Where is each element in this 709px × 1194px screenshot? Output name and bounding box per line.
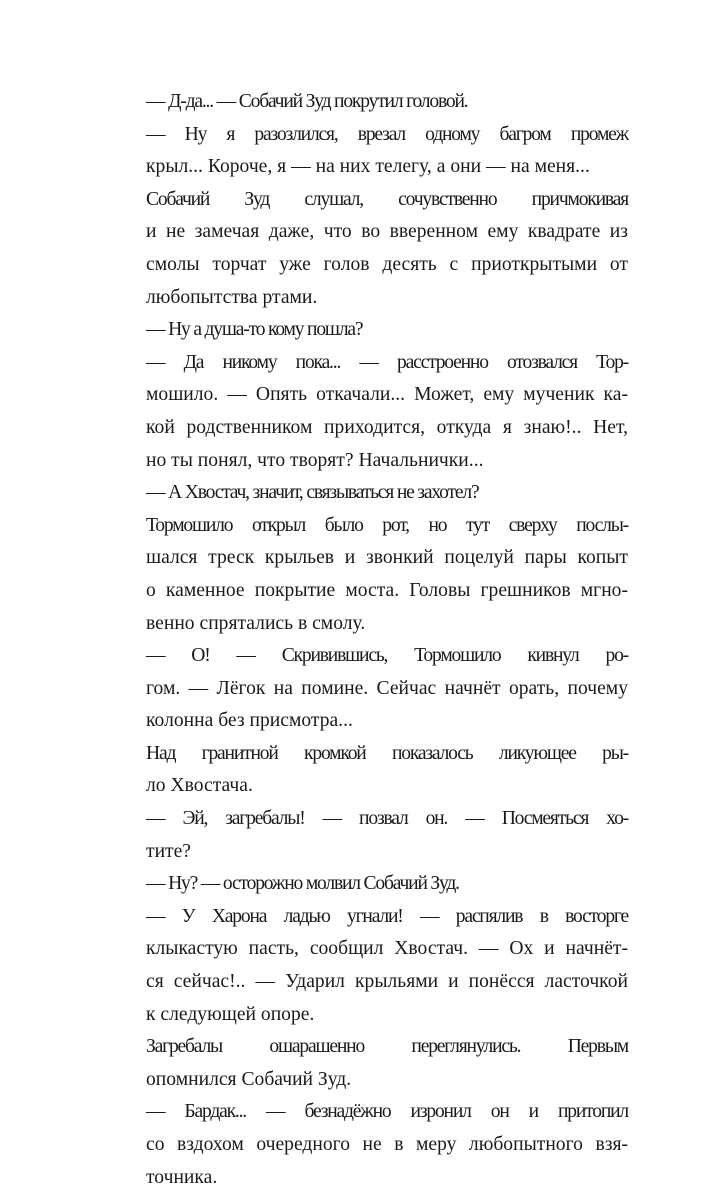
text-line: ло Хвостача. [146, 775, 253, 797]
text-line: — Ну а душа-то кому пошла? [146, 319, 363, 341]
text-line: гом. — Лёгок на помине. Сейчас начнёт орать, почему [146, 677, 628, 699]
text-line: о каменное покрытие моста. Головы грешников мгно- [146, 579, 628, 601]
text-line: мошило. — Опять откачали... Может, ему мученик ка- [146, 384, 628, 406]
text-line: точника. [146, 1166, 218, 1188]
paragraph-4 [118, 314, 628, 347]
text-line: к следующей опоре. [146, 1003, 315, 1025]
text-line: — Ну я разозлился, врезал одному багром промеж [146, 123, 628, 145]
paragraph-12 [118, 901, 628, 1031]
paragraph-11 [118, 868, 628, 901]
paragraph-1 [118, 86, 628, 119]
text-line: шался треск крыльев и звонкий поцелуй пары копыт [146, 547, 628, 569]
text-line: — У Харона ладью угнали! — распялив в восторге [146, 905, 628, 927]
paragraph-2 [118, 119, 628, 184]
text-line: — Д-да... — Собачий Зуд покрутил головой. [146, 91, 468, 112]
text-line: — Эй, загребалы! — позвал он. — Посмеяться хо- [146, 808, 628, 830]
text-line: — Да никому пока... — расстроенно отозвался Тор- [146, 351, 628, 373]
text-line: любопытства ртами. [146, 286, 318, 308]
text-line: крыл... Короче, я — на них телегу, а они — на меня... [146, 156, 590, 178]
text-line: венно спрятались в смолу. [146, 612, 366, 634]
text-line: кой родственником приходится, откуда я знаю!.. Нет, [146, 416, 628, 438]
paragraph-3 [118, 184, 628, 314]
text-line: опомнился Собачий Зуд. [146, 1068, 352, 1090]
text-line: Собачий Зуд слушал, сочувственно причмокивая [146, 188, 628, 210]
paragraph-7 [118, 510, 628, 640]
text-line: ся сейчас!.. — Ударил крыльями и понёсся ласточкой [146, 971, 628, 993]
text-line: но ты понял, что творят? Начальнички... [146, 449, 484, 471]
text-line: со вздохом очередного не в меру любопытного взя- [146, 1134, 628, 1155]
text-line: Тормошило открыл было рот, но тут сверху послы- [146, 514, 628, 536]
text-line: — Бардак... — безнадёжно изронил он и притопил [146, 1101, 628, 1123]
text-line: тите? [146, 840, 192, 862]
text-line: клыкастую пасть, сообщил Хвостач. — Ох и начнёт- [146, 938, 628, 960]
book-page [118, 86, 628, 1194]
paragraph-8 [118, 640, 628, 738]
text-line: смолы торчат уже голов десять с приоткрытыми от [146, 253, 628, 275]
text-line: Над гранитной кромкой показалось ликующее ры- [146, 742, 628, 764]
paragraph-10 [118, 803, 628, 868]
text-line: — О! — Скривившись, Тормошило кивнул ро- [146, 645, 628, 667]
text-line: колонна без присмотра... [146, 710, 353, 732]
paragraph-14 [118, 1096, 628, 1194]
text-line: — Ну? — осторожно молвил Собачий Зуд. [146, 873, 459, 895]
paragraph-9 [118, 738, 628, 803]
text-line: — А Хвостач, значит, связываться не захотел? [146, 482, 479, 504]
text-line: Загребалы ошарашенно переглянулись. Первым [146, 1036, 628, 1058]
paragraph-5 [118, 347, 628, 477]
text-line: и не замечая даже, что во вверенном ему квадрате из [146, 221, 628, 243]
paragraph-13 [118, 1031, 628, 1096]
paragraph-6 [118, 477, 628, 510]
